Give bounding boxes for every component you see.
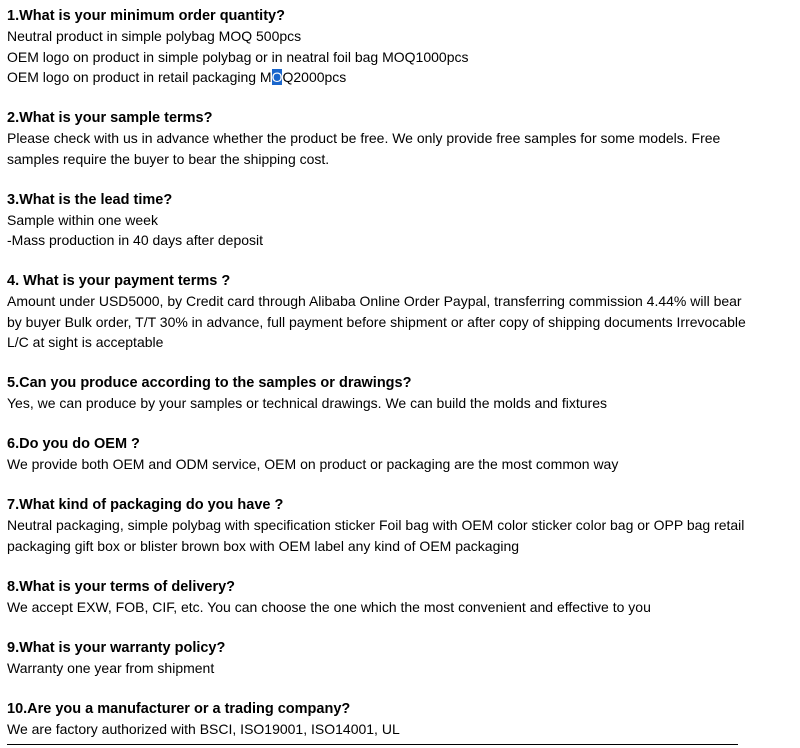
faq-question-3: 3.What is the lead time? [7, 191, 173, 208]
faq-answer-line: Sample within one week [7, 211, 158, 228]
spacer [7, 353, 797, 374]
faq-answer-line: Amount under USD5000, by Credit card through Alibaba Online Order Paypal, transferring commission 4.44% will bear [7, 293, 742, 309]
faq-answer-line: We are factory authorized with BSCI, ISO19001, ISO14001, UL [7, 720, 400, 737]
spacer [7, 169, 797, 190]
text-after-selection: Q2000pcs [282, 69, 347, 85]
faq-answer-line: Neutral product in simple polybag MOQ 500pcs [7, 28, 302, 44]
faq-item-6 [7, 434, 797, 475]
text-before-selection: OEM logo on product in retail packaging M [7, 69, 272, 85]
spacer [7, 475, 797, 496]
faq-content [7, 6, 797, 739]
faq-item-4 [7, 271, 797, 353]
faq-item-10 [7, 699, 797, 740]
faq-answer-line: L/C at sight is acceptable [7, 334, 164, 350]
spacer [7, 617, 797, 638]
faq-question-10: 10.Are you a manufacturer or a trading company? [7, 700, 351, 717]
text-selection[interactable]: O [271, 69, 283, 85]
spacer [7, 678, 797, 699]
faq-answer-line: Neutral packaging, simple polybag with specification sticker Foil bag with OEM color sticker color bag or OPP bag retail [7, 517, 745, 533]
faq-question-5: 5.Can you produce according to the samples or drawings? [7, 375, 412, 391]
faq-item-2 [7, 108, 797, 169]
spacer [7, 251, 797, 272]
faq-question-6: 6.Do you do OEM ? [7, 436, 140, 452]
faq-item-5 [7, 373, 797, 414]
faq-answer-line: by buyer Bulk order, T/T 30% in advance, full payment before shipment or after copy of shipping documents Irrevocable [7, 313, 746, 330]
faq-answer-line: -Mass production in 40 days after deposit [7, 232, 264, 248]
faq-answer-line: Please check with us in advance whether the product be free. We only provide free samples for some models. Free [7, 130, 721, 146]
faq-answer-line-with-selection[interactable] [7, 67, 797, 88]
faq-question-4: 4. What is your payment terms ? [7, 273, 231, 289]
faq-answer-line: packaging gift box or blister brown box with OEM label any kind of OEM packaging [7, 537, 520, 554]
faq-item-3 [7, 190, 797, 251]
spacer [7, 88, 797, 109]
faq-answer-line: samples require the buyer to bear the shipping cost. [7, 150, 330, 167]
faq-item-9 [7, 638, 797, 679]
faq-answer-line: OEM logo on product in simple polybag or in neatral foil bag MOQ1000pcs [7, 48, 469, 65]
faq-item-8 [7, 577, 797, 618]
faq-question-2: 2.What is your sample terms? [7, 110, 213, 126]
faq-answer-line: Warranty one year from shipment [7, 659, 215, 676]
faq-item-1 [7, 6, 797, 88]
faq-answer-line: We provide both OEM and ODM service, OEM on product or packaging are the most common way [7, 456, 619, 472]
faq-answer-line: Yes, we can produce by your samples or technical drawings. We can build the molds and fixtures [7, 395, 607, 411]
faq-question-9: 9.What is your warranty policy? [7, 639, 226, 656]
faq-answer-line: We accept EXW, FOB, CIF, etc. You can choose the one which the most convenient and effective to you [7, 598, 651, 615]
spacer [7, 556, 797, 577]
faq-item-7 [7, 495, 797, 556]
spacer [7, 414, 797, 435]
faq-question-1: 1.What is your minimum order quantity? [7, 8, 285, 24]
faq-question-8: 8.What is your terms of delivery? [7, 578, 236, 595]
bottom-divider [7, 744, 738, 745]
faq-question-7: 7.What kind of packaging do you have ? [7, 497, 284, 513]
